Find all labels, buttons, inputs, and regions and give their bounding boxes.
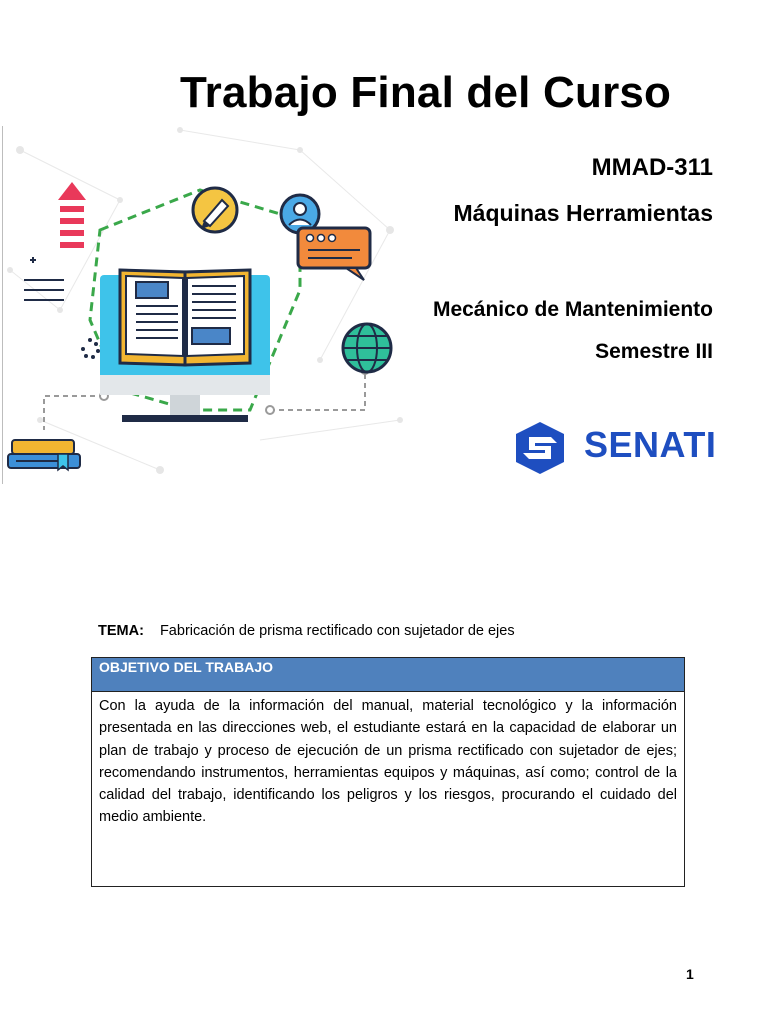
tema-line [98, 623, 515, 639]
globe-icon [343, 324, 391, 372]
book-monitor-icon [100, 270, 270, 422]
pencil-icon [193, 188, 237, 232]
course-name: Máquinas Herramientas [453, 200, 713, 226]
objective-body: Con la ayuda de la información del manual, material tecnológico y la información presentada en las direcciones web, el estudiante estará en la capacidad de elaborar un plan de trabajo y proceso de ejecución de un prisma rectificado con sujetador de ejes; recomendando instrumentos, herramientas equipos y máquinas, así como; control de la calidad del trabajo, identificando los peligros y los riesgos, procurando el cuidado del medio ambiente. [99, 698, 677, 826]
upload-arrow-icon [58, 182, 86, 248]
career-name: Mecánico de Mantenimiento [432, 298, 713, 321]
tema-value: Fabricación de prisma rectificado con sujetador de ejes [159, 623, 515, 639]
objective-header: OBJETIVO DEL TRABAJO [92, 658, 684, 692]
cover-illustration [0, 120, 420, 490]
course-code: MMAD-311 [591, 154, 713, 181]
document-title: Trabajo Final del Curso [180, 68, 672, 117]
page-number: 1 [686, 966, 694, 982]
senati-logo-text: SENATI [584, 424, 717, 465]
loading-dots-decoration [81, 338, 100, 359]
semester-label: Semestre III [595, 340, 713, 363]
books-icon [8, 440, 80, 470]
objective-table [91, 657, 685, 887]
tema-label: TEMA: [98, 623, 144, 639]
list-lines-decoration [24, 257, 64, 300]
chat-bubble-icon [298, 228, 370, 280]
